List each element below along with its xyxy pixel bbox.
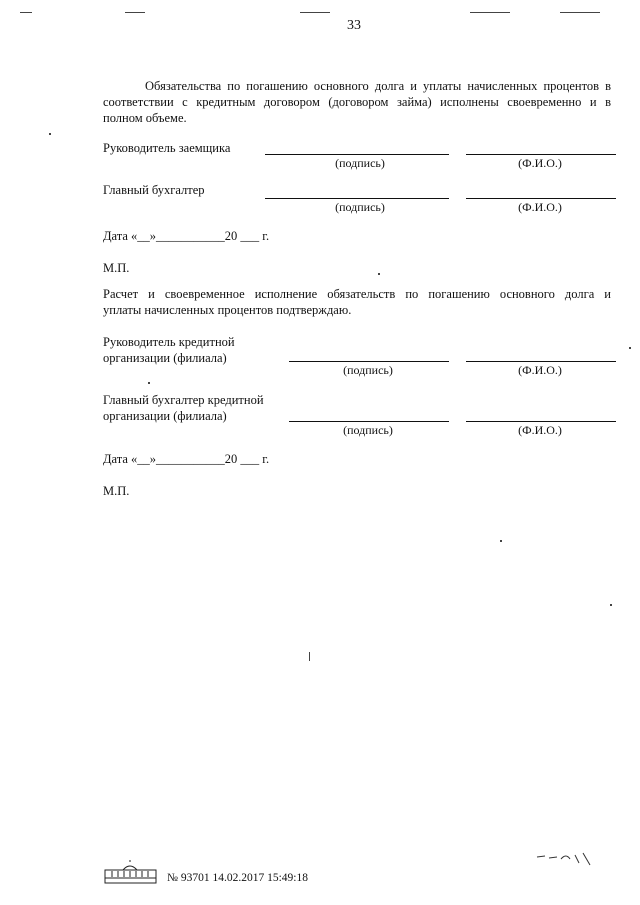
document-registration-number: № 93701 14.02.2017 15:49:18 xyxy=(167,872,308,884)
signature-caption: (подпись) xyxy=(335,200,385,214)
scan-mark xyxy=(470,12,510,13)
signature-line xyxy=(265,154,449,155)
paragraph-line: полном объеме. xyxy=(103,111,187,125)
name-caption: (Ф.И.О.) xyxy=(518,423,562,437)
signature-line xyxy=(289,421,449,422)
signature-caption: (подпись) xyxy=(343,423,393,437)
bank-accountant-label xyxy=(103,392,264,424)
obligations-paragraph xyxy=(103,78,611,126)
paragraph-line: уплаты начисленных процентов подтверждаю. xyxy=(103,303,352,317)
label-line: Руководитель кредитной xyxy=(103,335,235,349)
scan-speck xyxy=(309,652,310,661)
scan-speck xyxy=(49,133,51,135)
name-line xyxy=(466,154,616,155)
paragraph-line: Расчет и своевременное исполнение обязательств по погашению основного долга и xyxy=(103,287,611,301)
date-line: Дата «__»___________20 ___ г. xyxy=(103,229,270,243)
stamp-placeholder: М.П. xyxy=(103,261,130,275)
scan-speck xyxy=(610,604,612,606)
name-line xyxy=(466,198,616,199)
borrower-accountant-label: Главный бухгалтер xyxy=(103,183,205,197)
stamp-placeholder: М.П. xyxy=(103,484,130,498)
scan-mark xyxy=(20,12,32,13)
scan-speck xyxy=(378,273,380,275)
label-line: организации (филиала) xyxy=(103,351,227,365)
confirmation-paragraph xyxy=(103,286,611,318)
name-caption: (Ф.И.О.) xyxy=(518,200,562,214)
borrower-head-label: Руководитель заемщика xyxy=(103,141,231,155)
bank-head-label xyxy=(103,334,235,366)
scan-mark xyxy=(125,12,145,13)
page-number: 33 xyxy=(347,18,361,33)
scan-speck xyxy=(629,347,631,349)
handwritten-mark xyxy=(535,845,595,871)
signature-line xyxy=(289,361,449,362)
name-caption: (Ф.И.О.) xyxy=(518,363,562,377)
label-line: Главный бухгалтер кредитной xyxy=(103,393,264,407)
name-line xyxy=(466,421,616,422)
signature-caption: (подпись) xyxy=(343,363,393,377)
paragraph-line: соответствии с кредитным договором (договором займа) исполнены своевременно и в xyxy=(103,95,611,109)
signature-caption: (подпись) xyxy=(335,156,385,170)
paragraph-line: Обязательства по погашению основного долга и уплаты начисленных процентов в xyxy=(145,79,611,93)
name-caption: (Ф.И.О.) xyxy=(518,156,562,170)
scan-speck xyxy=(148,382,150,384)
signature-line xyxy=(265,198,449,199)
name-line xyxy=(466,361,616,362)
scan-mark xyxy=(560,12,600,13)
label-line: организации (филиала) xyxy=(103,409,227,423)
date-line: Дата «__»___________20 ___ г. xyxy=(103,452,270,466)
scan-mark xyxy=(300,12,330,13)
scan-speck xyxy=(500,540,502,542)
registry-emblem-icon xyxy=(103,860,158,886)
